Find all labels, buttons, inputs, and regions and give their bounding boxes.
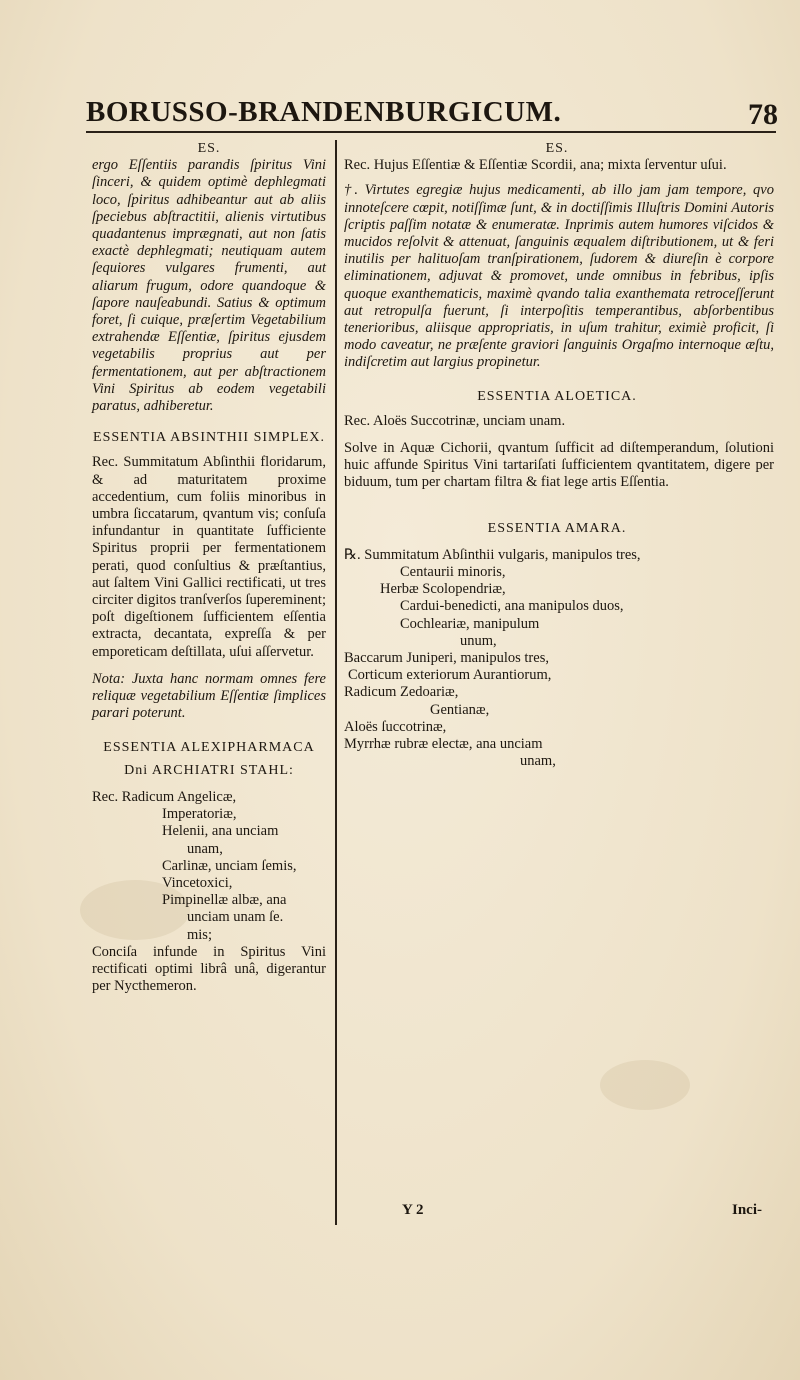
ingredient-line: ℞. Summitatum Abſinthii vulgaris, manipulos tres, [344,546,641,563]
ingredient-line: Myrrhæ rubræ electæ, ana unciam [344,736,543,753]
ingredient-line: unam, [187,840,223,857]
signature-mark: Y 2 [402,1202,424,1218]
section-title-amara: ESSENTIA AMARA. [487,520,627,536]
ingredient-line: Gentianæ, [430,701,490,718]
column-divider [335,140,337,1225]
nota-paragraph: Nota: Juxta hanc normam omnes fere reliquæ vegetabilium Eſſentiæ ſimplices parari poterunt. [92,670,326,722]
left-column [92,140,326,995]
ingredient-line: Aloës ſuccotrinæ, [344,718,447,735]
alexipharmaca-author: Dni ARCHIATRI STAHL: [124,762,294,778]
ingredient-line: Cochleariæ, manipulum [400,615,540,632]
ingredient-line: unciam unam ſe. [187,909,284,926]
ingredient-line: Carlinæ, unciam ſemis, [162,857,297,874]
ingredient-line: Herbæ Scolopendriæ, [380,581,506,598]
section-title-alexipharmaca: ESSENTIA ALEXIPHARMACA [103,739,315,755]
ingredient-line: Radicum Zedoariæ, [344,684,459,701]
ingredient-line: unum, [460,632,497,649]
ingredient-line: Corticum exteriorum Aurantiorum, [348,667,552,684]
ingredient-line: Helenii, ana unciam [162,823,279,840]
intro-paragraph: ergo Eſſentiis parandis ſpiritus Vini ſinceri, & quidem optimè dephlegmati loco, ſpiritus adhibeantur aut ab aliis ſpeciebus abſtractitii, alienis virtutibus quadantenus imprægnati, aut non ſatis exactè dephlegmati; neutiquam autem ſequiores vulgares frumenti, aut aliarum frugum, odore quandoque & ſapore nauſeabundi. Satius & optimum foret, ſi cuique, præſertim Vegetabilium extrahendæ Eſſentiæ, ſpiritus ejusdem vegetabilis proprius aut per fermentationem, aut per abſtractionem Vini Spiritus ab eodem vegetabili paratus, adhiberetur. [92,157,326,415]
section-title-absinthii: ESSENTIA ABSINTHII SIMPLEX. [93,430,325,446]
ingredient-line: Rec. Radicum Angelicæ, [92,788,237,805]
virtutes-paragraph: †. Virtutes egregiæ hujus medicamenti, ab illo jam jam tempore, qvo innoteſcere cœpit, notiſſimæ ſunt, & in doctiſſimis Illuſtris Domini Autoris ſcriptis paſſim notatæ & enumeratæ. Inprimis autem humores viſcidos & mucidos reſolvit & attenuat, ſanguinis æqualem diſtributionem, ut & feri inutilis per halituoſam tranſpirationem, ſudorem & diureſin è corpore eliminationem, adjuvat & promovet, unde omnibus in febribus, ipſis quoque exanthematicis, maximè qvando talia exanthemata retroceſſerunt aut retropulſa fuerunt, ſi interpoſitis temperantibus, abſorbentibus tenerioribus, aliisque appropriatis, in uſum trahitur, eximiè proficit, ſi modo caveatur, ne præſente graviori ſanguinis Orgaſmo internoque æſtu, indiſcretim aut largius propinetur. [344,182,774,371]
section-title-aloetica: ESSENTIA ALOETICA. [477,388,637,404]
ingredient-line: mis; [187,926,212,943]
catchword: Inci- [732,1202,762,1218]
ingredient-line: Cardui-benedicti, ana manipulos duos, [400,598,624,615]
aloetica-instructions: Solve in Aquæ Cichorii, qvantum ſufficit ad diſtemperandum, ſolutioni huic affunde Spiritus Vini tartariſati ſufficientem qvantitatem, digere per biduum, tum per chartam filtra & fiat lege artis Eſſentia. [344,440,774,491]
aloetica-recipe: Rec. Aloës Succotrinæ, unciam unam. [344,412,566,429]
amara-ingredients [340,547,774,771]
left-column-label: ES. [197,141,221,156]
right-column [340,140,774,771]
ingredient-line: Pimpinellæ albæ, ana [162,892,287,909]
ingredient-line: Vincetoxici, [162,874,233,891]
scordii-recipe: Rec. Hujus Eſſentiæ & Eſſentiæ Scordii, ana; mixta ſerventur uſui. [344,157,727,174]
ingredient-line: unam, [520,753,556,770]
page-number: 78 [748,98,778,131]
alexipharmaca-instructions: Conciſa infunde in Spiritus Vini rectificati optimi librâ unâ, digerantur per Nycthemeron. [92,943,326,995]
absinthii-recipe: Rec. Summitatum Abſinthii floridarum, & ad maturitatem proxime accedentium, cum foliis minoribus in umbra ſiccatarum, qvantum vis; conſuſa infundantur in quantitate ſufficiente Spiritus proprii per fermentationem perati, quod conſultius & præſtantius, aut ſaltem Vini Gallici rectificati, ut tres circiter digitos tranſverſos ſupereminent; poſt digeſtionem ſufficientem eſſentia extracta, decantata, expreſſa & per emporeticam deſtillata, uſui aſſervetur. [92,454,326,660]
ingredient-line: Imperatoriæ, [162,806,237,823]
paper-stain [600,1060,690,1110]
running-title: BORUSSO-BRANDENBURGICUM. [86,96,562,128]
right-column-label: ES. [545,141,569,156]
header-rule [86,131,776,133]
ingredient-line: Baccarum Juniperi, manipulos tres, [344,650,549,667]
alexipharmaca-ingredients [92,789,326,944]
ingredient-line: Centaurii minoris, [400,564,506,581]
